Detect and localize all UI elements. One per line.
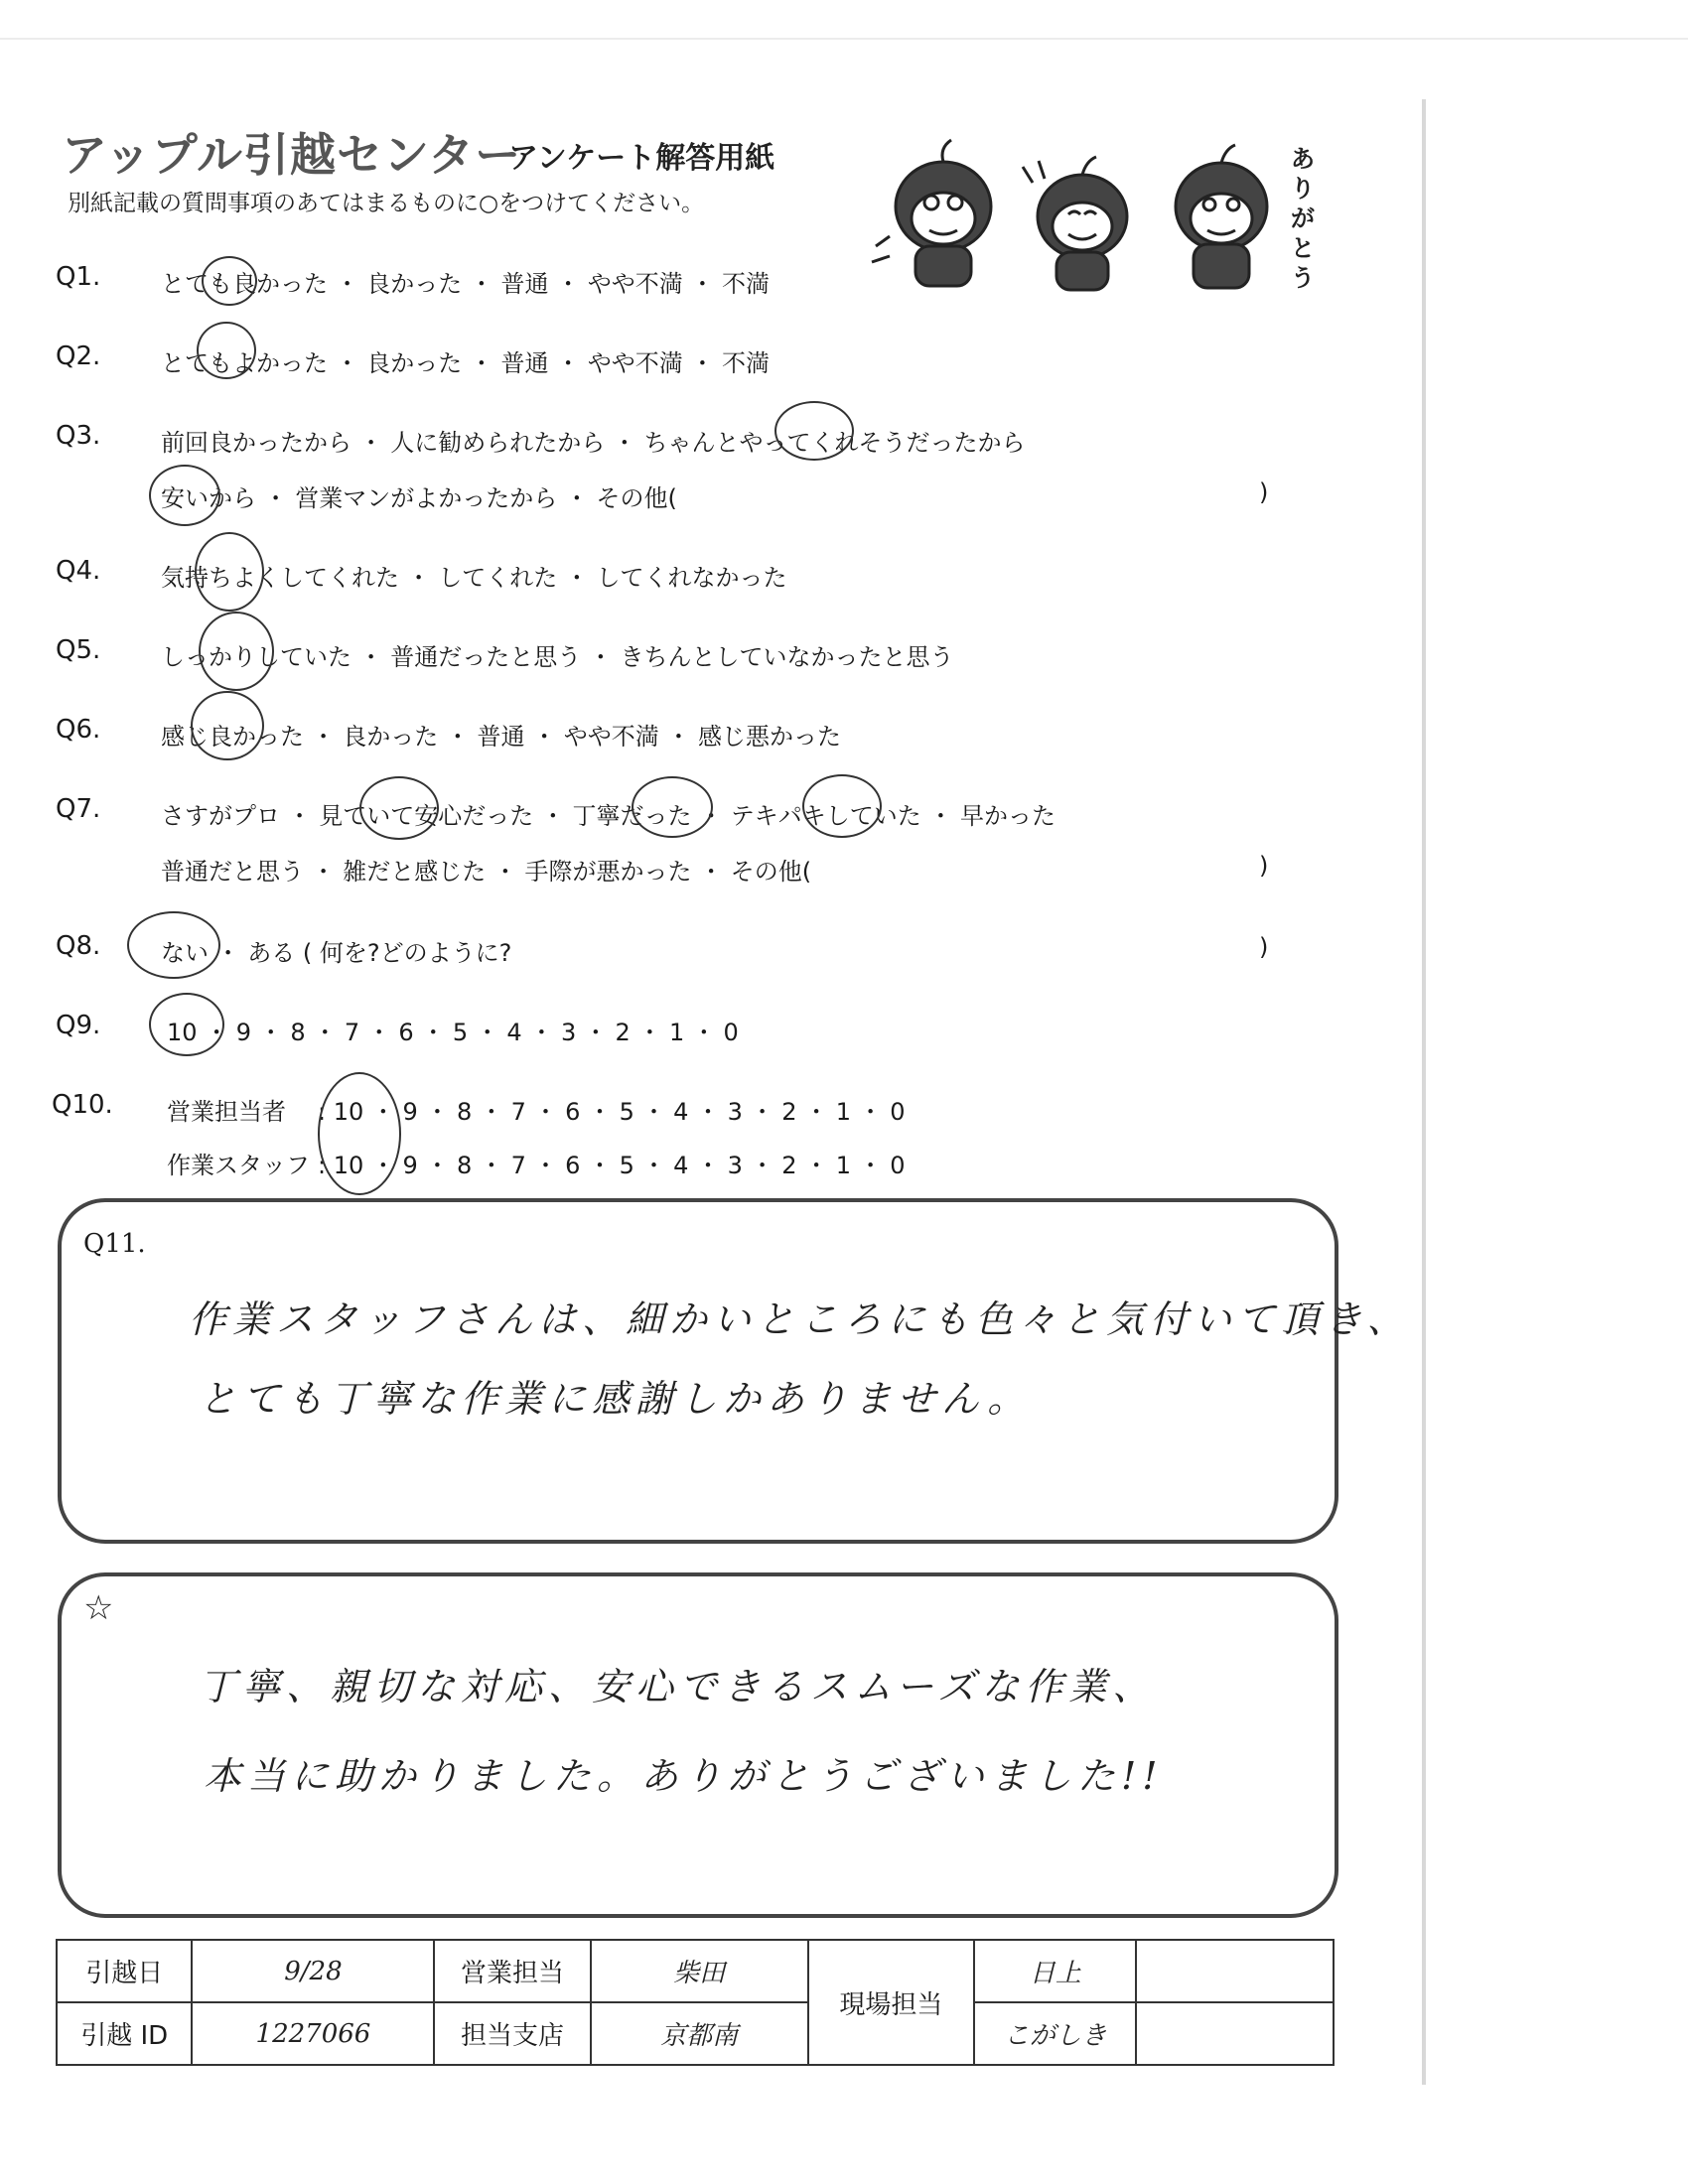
q3-close-paren: ) (1259, 478, 1269, 506)
mascot-laughing-icon (1023, 157, 1127, 290)
q1-label: Q1. (56, 262, 101, 292)
mascot-illustration (864, 127, 1321, 306)
q3-options-line2[interactable]: 安いから ・ 営業マンがよかったから ・ その他( (161, 484, 677, 512)
q8-close-paren: ) (1259, 933, 1269, 961)
q10-staff-label: 作業スタッフ (167, 1152, 310, 1179)
sales-rep-label: 営業担当 (434, 1940, 590, 2002)
q4-options[interactable]: 気持ちよくしてくれた ・ してくれた ・ してくれなかった (161, 564, 787, 592)
branch-value: 京都南 (591, 2002, 808, 2065)
q6-label: Q6. (56, 715, 101, 745)
q10-label: Q10. (52, 1090, 113, 1120)
q11-comment-line2: とても丁寧な作業に感謝しかありません。 (199, 1377, 1032, 1421)
site-rep-label: 現場担当 (808, 1940, 974, 2065)
info-table (56, 1939, 1335, 2066)
q7-options-line1[interactable]: さすがプロ ・ 見ていて安心だった ・ 丁寧だった ・ テキパキしていた ・ 早かった (161, 802, 1056, 830)
q3-options-line1[interactable]: 前回良かったから ・ 人に勧められたから ・ ちゃんとやってくれそうだったから (161, 429, 1026, 457)
q10-staff-options[interactable]: : 10 ・ 9 ・ 8 ・ 7 ・ 6 ・ 5 ・ 4 ・ 3 ・ 2 ・ 1 ・ 0 (318, 1152, 906, 1179)
company-name: アップル引越センター (62, 128, 522, 182)
mascot-caption: ありがとう (1291, 145, 1315, 292)
q2-label: Q2. (56, 341, 101, 371)
star-comment-line1: 丁寧、親切な対応、安心できるスムーズな作業、 (199, 1665, 1157, 1708)
q8-label: Q8. (56, 931, 101, 961)
answer-circle-q9 (149, 993, 224, 1056)
answer-circle-q6 (191, 691, 264, 760)
answer-circle-q7a (359, 776, 439, 840)
q4-label: Q4. (56, 556, 101, 586)
form-title: アンケート解答用紙 (508, 141, 775, 176)
sales-rep-value: 柴田 (591, 1940, 808, 2002)
answer-circle-q5 (199, 612, 274, 691)
star-comment-line2: 本当に助かりました。ありがとうございました!! (204, 1754, 1164, 1798)
q11-comment-line1: 作業スタッフさんは、細かいところにも色々と気付いて頂き、 (189, 1297, 1411, 1341)
moving-id-label: 引越 ID (57, 2002, 192, 2065)
q2-options[interactable]: とてもよかった ・ 良かった ・ 普通 ・ やや不満 ・ 不満 (161, 349, 771, 377)
q5-label: Q5. (56, 635, 101, 665)
answer-circle-q7c (802, 774, 882, 838)
q1-options[interactable]: とても良かった ・ 良かった ・ 普通 ・ やや不満 ・ 不満 (161, 270, 771, 298)
scan-right-margin-line (1422, 99, 1426, 2085)
answer-circle-q10 (318, 1072, 401, 1195)
q8-options[interactable]: ない ・ ある ( 何を?どのように? (161, 939, 512, 967)
q6-options[interactable]: 感じ良かった ・ 良かった ・ 普通 ・ やや不満 ・ 感じ悪かった (161, 723, 842, 751)
q10-sales-label: 営業担当者 (167, 1098, 286, 1126)
q9-options[interactable]: 10 ・ 9 ・ 8 ・ 7 ・ 6 ・ 5 ・ 4 ・ 3 ・ 2 ・ 1 ・ 0 (167, 1019, 739, 1046)
answer-circle-q2 (197, 322, 256, 379)
star-icon: ☆ (83, 1588, 114, 1628)
answer-circle-q7b (632, 776, 713, 838)
mascot-angry-icon (872, 140, 991, 286)
q7-label: Q7. (56, 794, 101, 824)
q9-label: Q9. (56, 1011, 101, 1040)
answer-circle-q8 (127, 911, 220, 979)
site-rep-value-1: 日上 (974, 1940, 1136, 2002)
site-rep-extra-2 (1136, 2002, 1334, 2065)
q10-sales-options[interactable]: : 10 ・ 9 ・ 8 ・ 7 ・ 6 ・ 5 ・ 4 ・ 3 ・ 2 ・ 1 ・ 0 (318, 1098, 906, 1126)
site-rep-value-2: こがしき (974, 2002, 1136, 2065)
moving-id-value: 1227066 (192, 2002, 434, 2065)
q5-options[interactable]: しっかりしていた ・ 普通だったと思う ・ きちんとしていなかったと思う (161, 643, 954, 671)
q7-options-line2[interactable]: 普通だと思う ・ 雑だと感じた ・ 手際が悪かった ・ その他( (161, 858, 812, 886)
answer-circle-q3a (774, 401, 854, 461)
mascot-happy-icon (1176, 145, 1267, 288)
q3-label: Q3. (56, 421, 101, 451)
answer-circle-q1 (202, 256, 257, 306)
site-rep-extra-1 (1136, 1940, 1334, 2002)
instruction-text: 別紙記載の質問事項のあてはまるものに○をつけてください。 (68, 191, 705, 216)
answer-circle-q3b (149, 465, 220, 526)
moving-date-label: 引越日 (57, 1940, 192, 2002)
answer-circle-q4 (195, 532, 264, 612)
branch-label: 担当支店 (434, 2002, 590, 2065)
moving-date-value: 9/28 (192, 1940, 434, 2002)
q7-close-paren: ) (1259, 852, 1269, 880)
q11-label: Q11. (83, 1229, 146, 1259)
scan-edge-line (0, 38, 1688, 40)
